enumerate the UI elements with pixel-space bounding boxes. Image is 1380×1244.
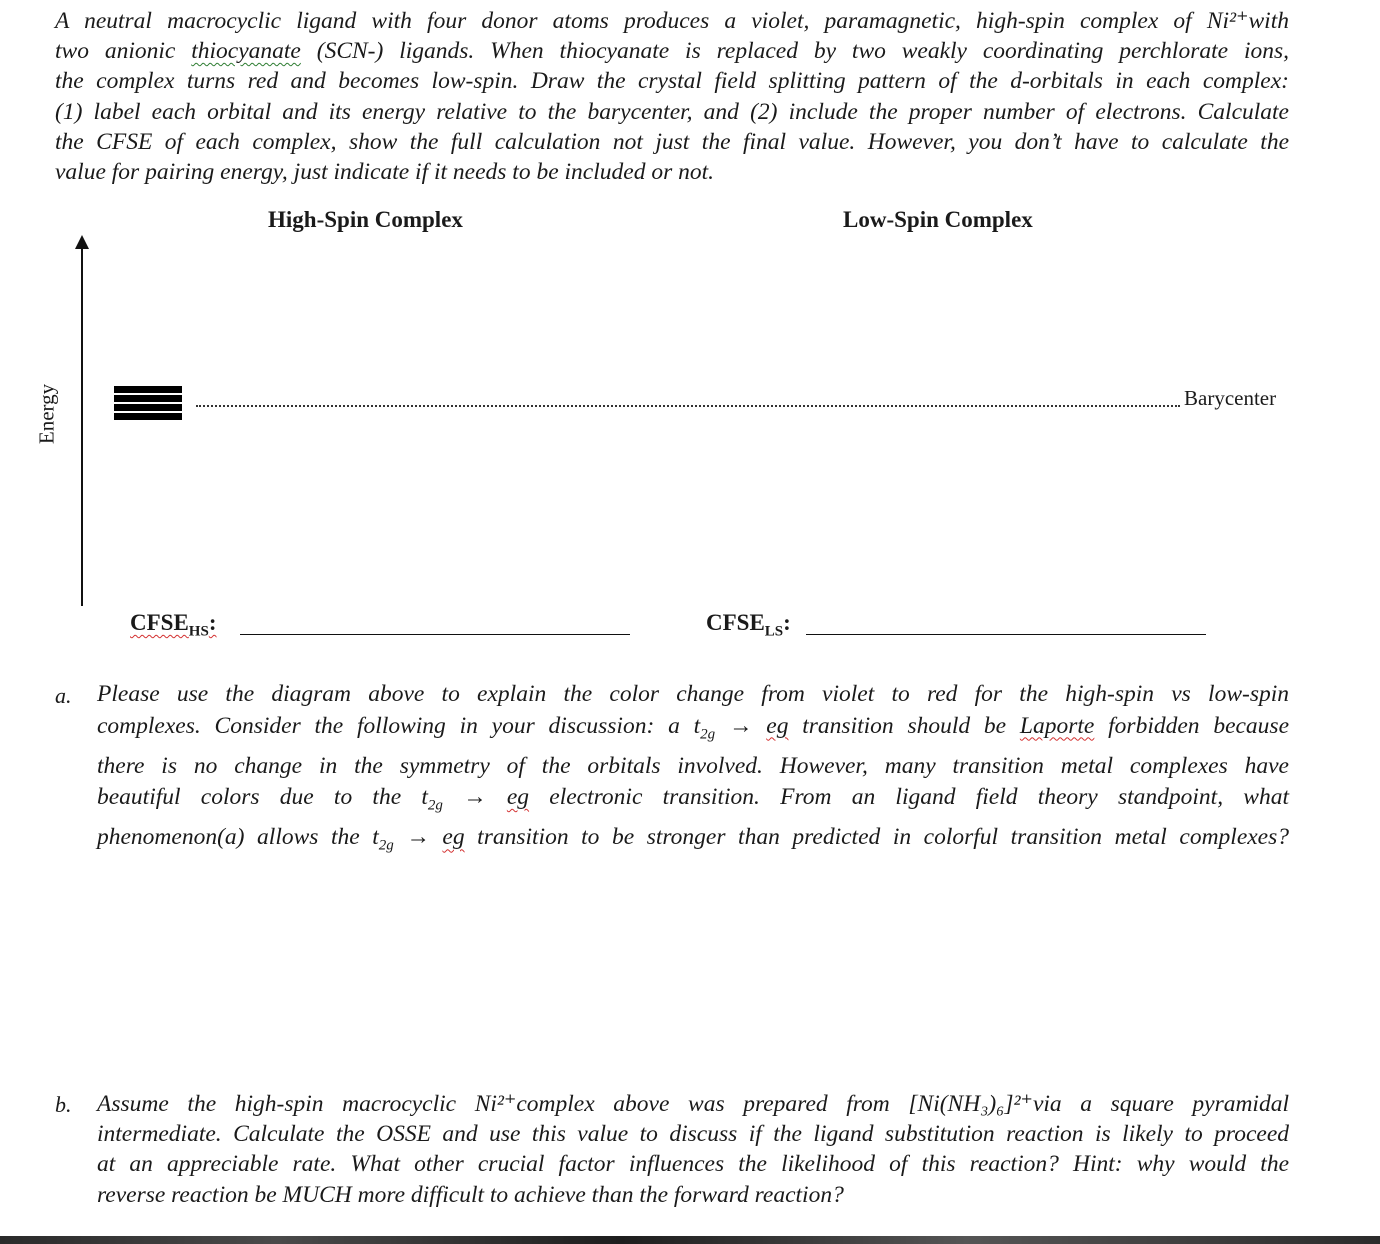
barycenter-label: Barycenter bbox=[1184, 386, 1277, 410]
part-a-text: beautiful colors due to the t bbox=[97, 784, 428, 811]
cfse-hs-answer-line[interactable] bbox=[240, 634, 630, 635]
part-a-text: phenomenon(a) allows the t bbox=[97, 824, 379, 851]
eg-text: eg bbox=[766, 712, 789, 739]
cfse-ls-label bbox=[706, 610, 791, 641]
energy-axis bbox=[81, 248, 83, 606]
cfse-hs-text bbox=[130, 610, 217, 640]
cfse-ls-main: CFSE bbox=[706, 610, 765, 635]
spellcheck-word: thiocyanate bbox=[191, 38, 301, 65]
arrow-text: → bbox=[442, 784, 507, 811]
part-a-text: complexes. Consider the following in your discussion: a t bbox=[97, 712, 701, 739]
intro-line-5: the CFSE of each complex, show the full calculation not just the final value. However, you don’t have to calculate the bbox=[55, 128, 1289, 155]
arrow-text: → bbox=[715, 712, 767, 739]
part-a-question bbox=[97, 679, 1289, 863]
part-b-question bbox=[97, 1089, 1289, 1210]
part-a-line-1: Please use the diagram above to explain the color change from violet to red for the high-spin vs low-spin bbox=[97, 681, 1289, 707]
page-bottom-edge bbox=[0, 1236, 1380, 1244]
cfse-hs-label bbox=[130, 610, 216, 641]
barycenter-line bbox=[196, 405, 1180, 407]
cfse-hs-colon: : bbox=[208, 610, 217, 635]
t2g-sub: 2g bbox=[427, 797, 443, 814]
part-a-text: transition should be bbox=[788, 712, 1020, 739]
d-orbital-bar bbox=[114, 413, 182, 420]
eg-text: eg bbox=[442, 824, 465, 851]
intro-line-4: (1) label each orbital and its energy relative to the barycenter, and (2) include the proper number of electrons. Calculate bbox=[55, 98, 1289, 125]
d-orbital-bar bbox=[114, 404, 182, 411]
part-b-line-4: reverse reaction be MUCH more difficult to achieve than the forward reaction? bbox=[97, 1181, 844, 1208]
energy-arrow-icon bbox=[75, 235, 89, 249]
d-orbital-bar bbox=[114, 386, 182, 393]
part-b-line-3: at an appreciable rate. What other crucial factor influences the likelihood of this reaction? Hint: why would the bbox=[97, 1151, 1289, 1178]
part-a-text: transition to be stronger than predicted in colorful transition metal complexes? bbox=[464, 824, 1290, 851]
part-a-line-5 bbox=[97, 822, 1289, 862]
d-orbital-bar bbox=[114, 395, 182, 402]
high-spin-title: High-Spin Complex bbox=[268, 207, 463, 232]
intro-line-3: the complex turns red and becomes low-spin. Draw the crystal field splitting pattern of the d-orbitals in each complex: bbox=[55, 68, 1289, 95]
question-intro bbox=[55, 6, 1289, 187]
part-a-text: forbidden because bbox=[1094, 712, 1290, 739]
arrow-text: → bbox=[393, 824, 443, 851]
cfse-hs-main: CFSE bbox=[130, 610, 189, 635]
cfse-hs-sub: HS bbox=[188, 623, 209, 640]
intro-line-1: A neutral macrocyclic ligand with four donor atoms produces a violet, paramagnetic, high-spin complex of Ni²⁺with bbox=[55, 8, 1289, 34]
part-a-line-3: there is no change in the symmetry of the orbitals involved. However, many transition metal complexes have bbox=[97, 752, 1289, 779]
part-b-marker: b. bbox=[55, 1092, 72, 1117]
part-a-text: electronic transition. From an ligand field theory standpoint, what bbox=[529, 784, 1290, 811]
cfse-ls-colon: : bbox=[783, 610, 791, 635]
part-a-line-4 bbox=[97, 782, 1289, 822]
intro-line-6: value for pairing energy, just indicate if it needs to be included or not. bbox=[55, 159, 714, 186]
part-a-marker: a. bbox=[55, 683, 72, 708]
part-b-line-1: Assume the high-spin macrocyclic Ni²⁺complex above was prepared from [Ni(NH₃)₆]²⁺via a square pyramidal bbox=[97, 1091, 1289, 1117]
energy-axis-label: Energy bbox=[34, 383, 59, 445]
cfse-ls-sub: LS bbox=[764, 623, 784, 640]
laporte-word: Laporte bbox=[1019, 712, 1095, 739]
part-a-line-2 bbox=[97, 711, 1289, 751]
part-b-line-2: intermediate. Calculate the OSSE and use this value to discuss if the ligand substitution reaction is likely to proceed bbox=[97, 1121, 1289, 1148]
cfse-ls-answer-line[interactable] bbox=[806, 634, 1206, 635]
t2g-sub: 2g bbox=[700, 726, 716, 743]
intro-text: two anionic bbox=[55, 38, 192, 65]
eg-text: eg bbox=[506, 784, 530, 811]
t2g-sub: 2g bbox=[378, 838, 394, 855]
intro-text: (SCN-) ligands. When thiocyanate is replaced by two weakly coordinating perchlorate ions, bbox=[300, 38, 1289, 65]
low-spin-title: Low-Spin Complex bbox=[843, 207, 1033, 232]
intro-line-2 bbox=[55, 36, 1289, 66]
